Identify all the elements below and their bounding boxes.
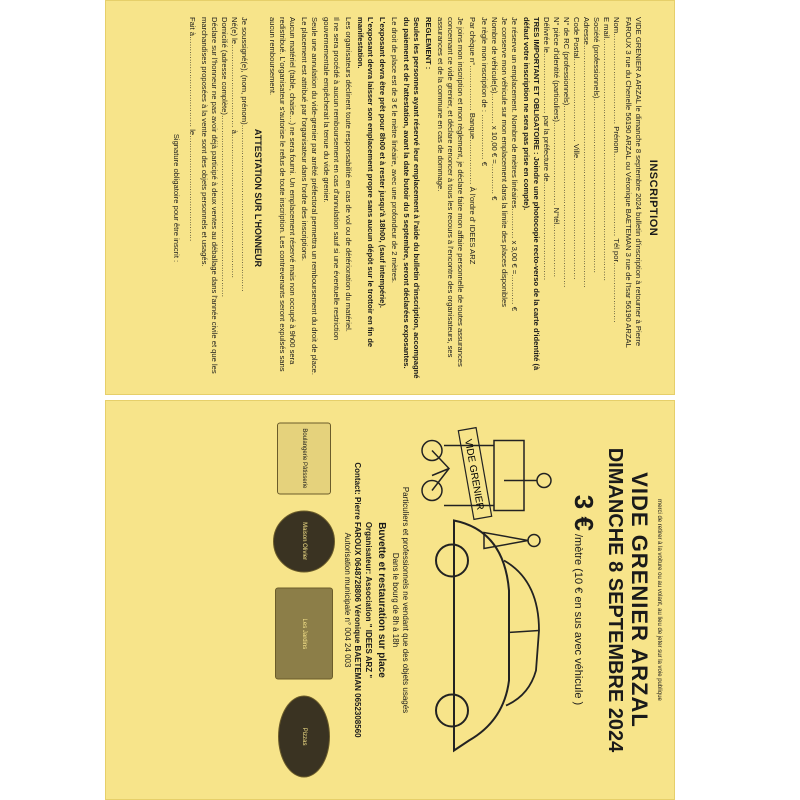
- sponsor-jardins-label: Les Jardins: [300, 618, 307, 650]
- attest-declaration: Déclare sur l'honneur ne pas avoir déjà participé à deux ventes au déballage dans l'année civile et que les marchandises proposées à la vente sont des objets personnels et usagés.: [200, 16, 220, 374]
- flyer-buvette: Buvette et restauration sur place: [376, 522, 388, 678]
- attest-birth[interactable]: Né(e) le…………………………… à…………………………………………………: [230, 16, 240, 278]
- price-big: 3 €: [569, 494, 599, 531]
- attestation-lines: [219, 17, 249, 379]
- reglement-5: Les organisateurs déclinent toute responsabilité en cas de vol ou de détérioration du matériel.: [344, 16, 354, 332]
- reglement-6: Il ne sera procédé à aucun remboursement en cas d'annulation sauf si une éventuelle restriction gouvernementale empêcherait la tenue du vide grenier.: [322, 16, 342, 340]
- field-name[interactable]: Nom……………………………… Prénom…………………………… Tél por……………………: [612, 16, 622, 323]
- flyer-top-note: merci de retirer à la voiture ou au volant, au lieu de jeter sur la voie publique: [656, 499, 662, 701]
- field-address[interactable]: Adresse……………………………………………………………………………………: [582, 16, 592, 288]
- flyer-desc-2: Dans le bourg de 8h à 18h: [390, 552, 400, 648]
- attest-place-date[interactable]: Fait à……………………………… le……………………………………: [187, 16, 197, 241]
- flyer-content: [110, 403, 670, 798]
- price-detail: /mètre (10 € en sus avec véhicule ): [572, 534, 584, 706]
- sponsor-bakery-logo: [277, 422, 331, 494]
- attest-address[interactable]: Domicilié (adresse complète)………………………………………………………………: [220, 16, 230, 297]
- contact-line: Contact: Pierre FAROUX 0648728806 Véronique BAETEMAN 0652308560: [353, 462, 363, 738]
- reglement-4: L'exposant devra laisser son emplacement propre sans aucun dépôt sur le trottoir en fin de manifestation.: [356, 16, 376, 347]
- flyer-date: DIMANCHE 8 SEPTEMBRE 2024: [604, 447, 626, 753]
- sponsor-jardins-logo: [275, 588, 333, 680]
- signature-line: Signature obligatoire pour être inscrit :: [171, 133, 181, 262]
- payment-mode[interactable]: Par chèque n°……………… Banque……………… À l'ordre d' IDEES ARZ: [468, 16, 478, 264]
- flyer-price: [568, 415, 599, 786]
- attest-name[interactable]: Je soussigné(e), (nom, prénom)…………………………………………………………: [240, 16, 250, 292]
- car-sketch-illustration: [414, 420, 564, 780]
- organizer-line: Organisateur: Association " IDEES ARZ ": [364, 521, 374, 679]
- attestation-title: ATTESTATION SUR L'HONNEUR: [252, 128, 263, 267]
- field-issued[interactable]: Délivrée le…………………… par la préfecture de…………………………………: [542, 16, 552, 280]
- sponsor-pizzas-label: Pizzas: [300, 727, 307, 746]
- sponsor-logos: [273, 415, 335, 786]
- flyer-organizer: [341, 415, 373, 786]
- declaration: Je joins mon inscription et mon règlement, je déclare faire mon affaire personnelle de toutes assurances concernant ce vide grenier, et déclare renoncer à tous les recours à l'encontre des organisateurs, ses assurances et de la commune en cas de dommage.: [436, 16, 466, 367]
- field-company[interactable]: Société (professionnels)……………………………………………………………: [592, 16, 602, 273]
- reglement-1: Seules les personnes ayant réservé leur emplacement à l'aide du bulletin d'inscription, accompagné du paiement et de l'attestation, avant la date butoir du 5 septembre, seront déclarées exposantes.: [402, 16, 422, 378]
- sponsor-olivier-logo: [273, 510, 335, 572]
- field-rc[interactable]: N° de RC (professionnels)………………………………………………………………: [562, 16, 572, 288]
- reserve-vehicle-note: Je conserve mon véhicule sur mon emplacement dans la limite des places disponibles: [500, 16, 510, 307]
- form-intro: VIDE GRENIER A ARZAL le dimanche 8 septembre 2024 bulletin d'inscription à retourner à Pierre FAROUX 3 rue du Chenelle 56190 ARZAL ou Véronique BAETEMAN 3 rue de l'Isar 56190 ARZAL: [624, 16, 644, 348]
- important-note: TRES IMPORTANT ET OBLIGATOIRE : Joindre une photocopie recto-verso de la carte d'identité (à défaut votre inscription ne sera pas prise en compte).: [522, 16, 542, 370]
- reglement-3: L'exposant devra être prêt pour 8h00 et à rester jusqu'à 18h00, (sauf intempérie).: [378, 16, 388, 308]
- reglement-title: REGLEMENT :: [424, 16, 434, 69]
- reserve-vehicles[interactable]: Nombre de véhicule(s)………… x 10,00 € =………… €: [490, 16, 500, 200]
- form-title: INSCRIPTION: [647, 159, 659, 236]
- sponsor-bakery-label: Boulangerie Pâtisserie: [300, 428, 307, 489]
- authorization-line: Autorisation municipale n° 004 24 003: [342, 532, 352, 668]
- payment-total[interactable]: Je règle mon inscription de : ……………… €: [480, 16, 490, 166]
- flyer-desc-1: Particuliers et professionnels ne vendant que des objets usagés: [401, 486, 410, 714]
- field-email[interactable]: E mail……………………………………………………………………………………: [602, 16, 612, 281]
- flyer-sheet: [105, 400, 675, 800]
- reserve-meters[interactable]: Je réserve un emplacement. Nombre de mètres linéaires………… x 3,00 € =………… €: [510, 16, 520, 311]
- registration-form-sheet: [105, 0, 675, 395]
- flyer-title: VIDE GRENIER ARZAL: [627, 472, 652, 728]
- reglement-8: Aucun matériel (table, chaise…) ne sera fourni. Un emplacement réservé mais non occupé à 9h00 sera redistribué. L'organisateur s'autorise le refus de toute inscription. Les contrevenants seront expulsés sans aucun remboursement.: [267, 16, 297, 372]
- form-fields: [541, 17, 621, 379]
- form-content: [110, 3, 670, 393]
- field-id[interactable]: N° pièce d'identité (particuliers)…………………………… N°tél…………………: [552, 16, 562, 277]
- reglement-2: Le droit de place est de 3 € le mètre linéaire, avec une profondeur de 2 mètres.: [390, 16, 400, 283]
- reservation-lines: [489, 17, 519, 379]
- reglement-7: Seule une annulation du vide-grenier par arrêté préfectoral permettra un remboursement du droit de place. Le placement est attribué par l'organisateur dans l'ordre des inscriptions.: [300, 16, 320, 375]
- field-postcode[interactable]: Code Postal…………………………… Ville…………………………………………: [572, 16, 582, 280]
- sponsor-pizzas-logo: [278, 696, 330, 778]
- sign-text: VIDE GRENIER: [462, 437, 486, 511]
- sponsor-olivier-label: Maison Olivier: [300, 522, 307, 561]
